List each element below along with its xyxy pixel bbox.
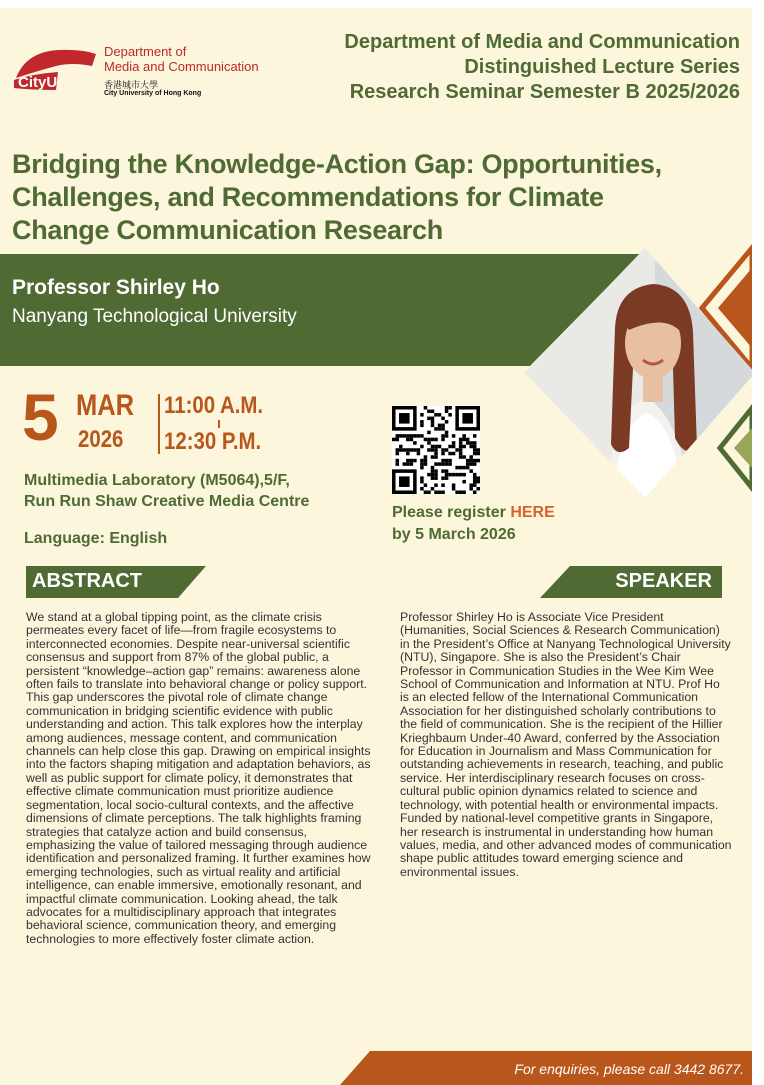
speaker-bio-body: Professor Shirley Ho is Associate Vice President (Humanities, Social Sciences & Research Communication) in the President’s Office at Nanyang Technological University (NTU), Singapore. She is also the President’s Chair Professor in Communication Studies in the Wee Kim Wee School of Communication and Information at NTU. Prof Ho is an elected fellow of the International Communication Association for her distinguished scholarly contributions to the field of communication. She is the recipient of the Hillier Krieghbaum Under-40 Award, conferred by the Association for Education in Journalism and Mass Communication for outstanding achievements in research, teaching, and public service. Her interdisciplinary research focuses on cross-cultural public opinion dynamics related to science and technology, with potential health or environmental impacts. Funded by national-level competitive grants in Singapore, her research is instrumental in understanding how human values, media, and other advanced modes of communication shape public attitudes toward emerging science and environmental issues. [400,610,732,879]
speaker-institution: Nanyang Technological University [12,306,297,327]
event-venue [24,470,309,512]
footer-bar [340,1051,752,1085]
venue-line2: Run Run Shaw Creative Media Centre [24,493,310,510]
time-separator [218,420,220,428]
abstract-heading-text: ABSTRACT [32,570,142,592]
cityu-logo-icon [12,44,100,96]
register-here-link[interactable]: HERE [510,504,555,521]
event-start-time: 11:00 A.M. [164,392,264,419]
logo-brand-text: CityU [18,74,58,91]
footer-enquiries: For enquiries, please call 3442 8677. [514,1061,744,1077]
logo-dept-line2: Media and Communication [104,59,259,74]
speaker-heading [540,566,722,598]
series-line2: Distinguished Lecture Series [464,56,740,78]
register-prefix: Please register [392,504,506,521]
series-header [300,30,740,105]
series-line3: Research Seminar Semester B 2025/2026 [349,81,740,103]
logo-university-name: City University of Hong Kong [104,90,202,97]
title-line1: Bridging the Knowledge-Action Gap: Opportunities, [12,149,662,179]
event-date-time [22,380,382,460]
title-line2: Challenges, and Recommendations for Climate [12,182,604,212]
logo-chinese-name: 香港城市大學 [104,81,159,91]
lecture-title [12,148,732,247]
registration-qr-code[interactable] [392,406,480,494]
speaker-photo [525,248,752,498]
event-month: MAR [76,389,135,422]
abstract-body: We stand at a global tipping point, as the climate crisis permeates every facet of life—from fragile ecosystems to interconnected economies. Despite near-universal scientific consensus and support from 87% of the global public, a persistent “knowledge–action gap” remains: awareness alone often fails to translate into behavioral change or policy support. This gap underscores the pivotal role of climate change communication in bridging scientific evidence with public understanding and action. This talk explores how the interplay among audiences, message content, and communication channels can help close this gap. Drawing on empirical insights into the factors shaping mitigation and adaptation behaviors, as well as public support for climate policy, it demonstrates that effective climate communication must prioritize audience segmentation, local socio-cultural contexts, and the affective dimensions of climate perceptions. The talk highlights framing strategies that catalyze action and build consensus, emphasizing the value of tailored messaging through audience identification and personalized framing. It further examines how emerging technologies, such as virtual reality and artificial intelligence, can enable immersive, emotionally resonant, and impactful climate communication. Looking ahead, the talk advocates for a multidisciplinary approach that integrates behavioral science, communication theory, and emerging technologies to more effectively foster climate action. [26,610,371,946]
speaker-heading-text: SPEAKER [615,570,712,592]
logo-department [104,44,284,74]
logo-dept-line1: Department of [104,44,187,59]
register-deadline: by 5 March 2026 [392,526,516,543]
event-end-time: 12:30 P.M. [164,428,262,455]
poster [0,8,752,1085]
date-divider [158,394,160,454]
event-language: Language: English [24,530,168,547]
speaker-name: Professor Shirley Ho [12,276,220,299]
registration-info [392,502,555,546]
event-day: 5 [22,380,59,454]
venue-line1: Multimedia Laboratory (M5064),5/F, [24,472,290,489]
title-line3: Change Communication Research [12,215,443,245]
series-line1: Department of Media and Communication [344,31,740,53]
abstract-heading [26,566,206,598]
cityu-logo [12,38,282,98]
event-year: 2026 [78,426,124,453]
